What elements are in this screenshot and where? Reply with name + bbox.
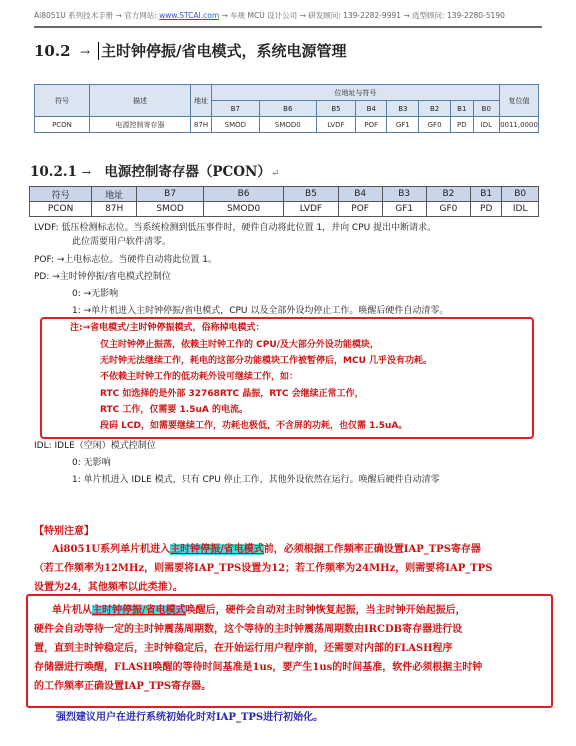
note-line-4: RTC 如选择的是外部 32768RTC 晶振，RTC 会继续正常工作， <box>100 389 364 399</box>
cell-reset: 0011,0000 <box>500 117 539 133</box>
page-header <box>34 10 542 28</box>
special-para1-line1 <box>52 540 481 559</box>
register-summary-table <box>34 84 539 133</box>
table-row <box>30 202 539 217</box>
note-line-5: RTC 工作，仅需要 1.5uA 的电流。 <box>100 405 248 415</box>
bit-header: B5 <box>316 101 355 117</box>
cell-symbol: PCON <box>35 117 90 133</box>
header-text-post: → 车规 MCU 设计公司 → 研发顾问: 139-2282-9991 → 选型顾问: 139-2280-5190 <box>219 11 505 20</box>
col-header: B6 <box>203 187 283 202</box>
cell: PCON <box>30 202 92 217</box>
bit-header: B0 <box>473 101 499 117</box>
website-link[interactable]: www.STCAI.com <box>159 11 220 20</box>
cell-bit: PD <box>450 117 473 133</box>
bit-header: B7 <box>212 101 260 117</box>
bit-header: B3 <box>387 101 419 117</box>
p1-text-b: 前，必须根据工作频率正确设置IAP_TPS寄存器 <box>263 544 481 555</box>
special-para2-line3: 置，直到主时钟稳定后，主时钟稳定后，在开始运行用户程序前，还需要对内部的FLASH程序 <box>34 643 453 654</box>
paragraph-mark-icon: ↵ <box>270 168 280 179</box>
p2-text: 单片机从 <box>52 605 92 616</box>
col-header: B3 <box>382 187 426 202</box>
note-line-3: 不依赖主时钟工作的低功耗外设可继续工作，如： <box>100 372 299 382</box>
cell-desc: 电源控制寄存器 <box>90 117 191 133</box>
p1-text: Ai8051U系列单片机进入 <box>52 544 171 555</box>
pd-0-desc: 0: →无影响 <box>72 289 119 299</box>
special-note-title: 【特别注意】 <box>34 526 94 537</box>
col-header: B1 <box>471 187 502 202</box>
special-para2-line1 <box>52 601 466 620</box>
special-para1-line3: 设置为24，其他频率以此类推）。 <box>34 582 183 593</box>
section-heading <box>34 40 346 61</box>
col-symbol: 符号 <box>35 85 90 117</box>
col-header: 符号 <box>30 187 92 202</box>
idl-desc: IDL: IDLE（空闲）模式控制位 <box>34 441 156 451</box>
cell-bit: LVDF <box>316 117 355 133</box>
note-line-2: 无时钟无法继续工作，耗电的这部分功能模块工作被暂停后，MCU 几乎没有功耗。 <box>100 356 433 366</box>
p1-highlight: 主时钟停振/省电模式 <box>170 544 264 555</box>
pd-1-desc: 1: →单片机进入主时钟停振/省电模式，CPU 以及全部外设均停止工作。唤醒后硬件自动清零。 <box>72 306 449 316</box>
col-header: B4 <box>338 187 382 202</box>
cell-bit: GF1 <box>387 117 419 133</box>
special-para2-line2: 硬件会自动等待一定的主时钟震荡周期数，这个等待的主时钟震荡周期数由IRCDB寄存器进行设 <box>34 624 463 635</box>
cell-bit: SMOD <box>212 117 260 133</box>
cell-bit: GF0 <box>419 117 451 133</box>
cell-bit: IDL <box>473 117 499 133</box>
idl-1-desc: 1: 单片机进入 IDLE 模式，只有 CPU 停止工作，其他外设依然在运行。唤醒后硬件自动清零 <box>72 475 440 485</box>
bit-header: B1 <box>450 101 473 117</box>
bit-header: B2 <box>419 101 451 117</box>
note-line <box>70 322 264 335</box>
tab-arrow-icon: → <box>81 166 91 179</box>
cell: IDL <box>502 202 539 217</box>
cell: POF <box>338 202 382 217</box>
col-desc: 描述 <box>90 85 191 117</box>
col-bits-group: 位地址与符号 <box>212 85 500 101</box>
col-header: B7 <box>137 187 204 202</box>
pd-desc: PD: →主时钟停振/省电模式控制位 <box>34 272 171 282</box>
cell-bit: SMOD0 <box>259 117 316 133</box>
p2-text-b: 唤醒后，硬件会自动对主时钟恢复起振，当主时钟开始起振后， <box>185 605 466 616</box>
idl-0-desc: 0: 无影响 <box>72 458 111 468</box>
bit-header: B6 <box>259 101 316 117</box>
col-header: 地址 <box>92 187 137 202</box>
bit-header: B4 <box>355 101 386 117</box>
special-para1-line2: （若工作频率为12MHz，则需要将IAP_TPS设置为12；若工作频率为24MHz，则需要将IAP_TPS <box>34 563 493 574</box>
col-header: B5 <box>284 187 339 202</box>
subsection-heading <box>30 160 279 180</box>
p2-highlight: 主时钟停振/省电模式 <box>92 605 186 616</box>
special-para3: 强烈建议用户在进行系统初始化时对IAP_TPS进行初始化。 <box>56 712 324 723</box>
cell: GF0 <box>426 202 470 217</box>
special-para2-line5: 的工作频率正确设置IAP_TPS寄存器。 <box>34 681 212 692</box>
col-header: B0 <box>502 187 539 202</box>
special-para2-line4: 存储器进行唤醒，FLASH唤醒的等待时间基准是1us，要产生1us的时间基准，软件必须根据主时钟 <box>34 662 483 673</box>
col-header: B2 <box>426 187 470 202</box>
section-number: 10.2 <box>34 42 71 60</box>
cell: GF1 <box>382 202 426 217</box>
tab-arrow-icon: → <box>80 45 91 59</box>
cell: PD <box>471 202 502 217</box>
table-row <box>35 117 539 133</box>
lvdf-desc-line1: LVDF: 低压检测标志位。当系统检测到低压事件时，硬件自动将此位置 1，并向 CPU 提出中断请求。 <box>34 223 437 233</box>
cell-bit: POF <box>355 117 386 133</box>
subsection-title: 电源控制寄存器（PCON） <box>104 164 271 180</box>
lvdf-desc-line2: 此位需要用户软件清零。 <box>72 237 172 247</box>
col-addr: 地址 <box>191 85 212 117</box>
cell: LVDF <box>284 202 339 217</box>
pcon-bit-table <box>29 186 539 217</box>
cell: SMOD <box>137 202 204 217</box>
cell-addr: 87H <box>191 117 212 133</box>
cell: SMOD0 <box>203 202 283 217</box>
header-text-pre: Ai8051U 系列技术手册 → 官方网站: <box>34 11 160 20</box>
note-line-1: 仅主时钟停止振荡，依赖主时钟工作的 CPU/及大部分外设功能模块， <box>100 340 379 350</box>
note-label: 注: <box>70 323 83 333</box>
col-reset: 复位值 <box>500 85 539 117</box>
note-line-6: 段码 LCD，如需要继续工作，功耗也极低，不含屏的功耗，也仅需 1.5uA。 <box>100 421 408 431</box>
cell: 87H <box>92 202 137 217</box>
section-title: 主时钟停振/省电模式，系统电源管理 <box>98 42 346 60</box>
note-line-0: →省电模式/主时钟停振模式，俗称掉电模式： <box>82 323 265 333</box>
subsection-number: 10.2.1 <box>30 164 77 180</box>
pof-desc: POF: →上电标志位。当硬件自动将此位置 1。 <box>34 255 218 265</box>
